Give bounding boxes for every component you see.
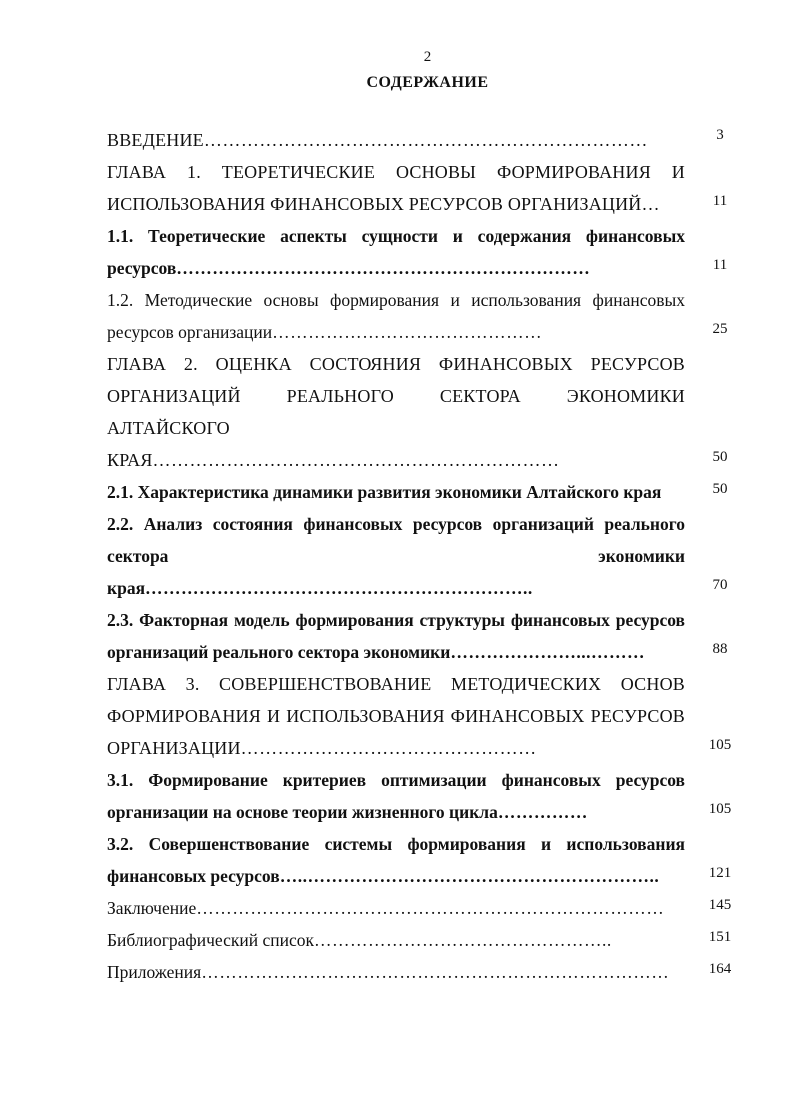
toc-entry-chapter-2[interactable] <box>107 348 742 476</box>
toc-leader-dots: …………… <box>497 802 588 822</box>
toc-entry-introduction[interactable] <box>107 124 742 156</box>
toc-entry-section-2-2[interactable] <box>107 508 742 604</box>
toc-entry-title: 1.1. Теоретические аспекты сущности и содержания финансовых ресурсов <box>107 226 685 278</box>
toc-entry-section-2-3[interactable] <box>107 604 742 668</box>
toc-page-number: 151 <box>708 929 732 945</box>
toc-leader-dots: ………………………………………….. <box>314 930 612 950</box>
toc-page-number: 25 <box>712 321 728 337</box>
toc-entry-title: ГЛАВА 3. СОВЕРШЕНСТВОВАНИЕ МЕТОДИЧЕСКИХ ОСНОВ ФОРМИРОВАНИЯ И ИСПОЛЬЗОВАНИЯ ФИНАНСОВЫХ РЕСУРСОВ ОРГАНИЗАЦИИ <box>107 674 685 758</box>
toc-entry-title: ГЛАВА 2. ОЦЕНКА СОСТОЯНИЯ ФИНАНСОВЫХ РЕСУРСОВ ОРГАНИЗАЦИЙ РЕАЛЬНОГО СЕКТОРА ЭКОНОМИКИ АЛТАЙСКОГО КРАЯ <box>107 354 685 470</box>
toc-leader-dots: ………………………………………………………… <box>152 450 560 470</box>
toc-entry-title: 2.3. Факторная модель формирования структуры финансовых ресурсов организаций реального сектора экономики <box>107 610 685 662</box>
toc-entry-appendices[interactable] <box>107 956 742 988</box>
toc-entry-section-3-2[interactable] <box>107 828 742 892</box>
toc-leader-dots: …..………………………………………………….. <box>279 866 660 886</box>
page-title: СОДЕРЖАНИЕ <box>366 74 489 91</box>
toc-page-number: 88 <box>712 641 728 657</box>
toc-leader-dots: …………………………………………………………………… <box>201 962 670 982</box>
toc-entry-section-1-1[interactable] <box>107 220 742 284</box>
toc-leader-dots: ……………………………………………………………… <box>203 130 648 150</box>
toc-entry-title: 1.2. Методические основы формирования и использования финансовых ресурсов организации <box>107 290 685 342</box>
toc-leader-dots: …………………………………………………………… <box>176 258 591 278</box>
toc-page-number: 105 <box>708 737 732 753</box>
toc-page-number: 11 <box>712 193 728 209</box>
toc-entry-title: Библиографический список <box>107 930 315 950</box>
toc-entry-title: 3.1. Формирование критериев оптимизации финансовых ресурсов организации на основе теории жизненного цикла <box>107 770 685 822</box>
table-of-contents <box>107 124 742 988</box>
toc-entry-chapter-1[interactable] <box>107 156 742 220</box>
toc-leader-dots: …………………………………………………………………… <box>196 898 665 918</box>
toc-page-number: 145 <box>708 897 732 913</box>
toc-page-number: 3 <box>716 127 724 143</box>
toc-entry-title: Заключение <box>107 898 197 918</box>
toc-entry-section-3-1[interactable] <box>107 764 742 828</box>
toc-page-number: 11 <box>712 257 728 273</box>
toc-entry-title: 3.2. Совершенствование системы формирования и использования финансовых ресурсов <box>107 834 685 886</box>
toc-entry-title: Приложения <box>107 962 202 982</box>
toc-page-number: 70 <box>712 577 728 593</box>
toc-page-number: 50 <box>712 481 728 497</box>
toc-entry-title: 2.2. Анализ состояния финансовых ресурсов организаций реального сектора экономики края <box>107 514 685 598</box>
toc-page-number: 121 <box>708 865 732 881</box>
toc-leader-dots: ……………………………………………………….. <box>145 578 533 598</box>
toc-page-number: 105 <box>708 801 732 817</box>
toc-page-number: 50 <box>712 449 728 465</box>
toc-entry-title: ВВЕДЕНИЕ <box>107 130 204 150</box>
page-number: 2 <box>423 49 432 65</box>
toc-entry-section-1-2[interactable] <box>107 284 742 348</box>
toc-leader-dots: ………………………………………… <box>240 738 537 758</box>
toc-entry-bibliography[interactable] <box>107 924 742 956</box>
toc-leader-dots: ……………………………………… <box>272 322 543 342</box>
toc-entry-chapter-3[interactable] <box>107 668 742 764</box>
toc-entry-conclusion[interactable] <box>107 892 742 924</box>
toc-entry-title: 2.1. Характеристика динамики развития экономики Алтайского края <box>107 482 662 502</box>
toc-entry-section-2-1[interactable] <box>107 476 742 508</box>
toc-leader-dots: …………………...……… <box>450 642 645 662</box>
toc-entry-title: ГЛАВА 1. ТЕОРЕТИЧЕСКИЕ ОСНОВЫ ФОРМИРОВАНИЯ И ИСПОЛЬЗОВАНИЯ ФИНАНСОВЫХ РЕСУРСОВ ОРГАНИЗАЦИЙ… <box>107 162 685 214</box>
toc-page-number: 164 <box>708 961 732 977</box>
